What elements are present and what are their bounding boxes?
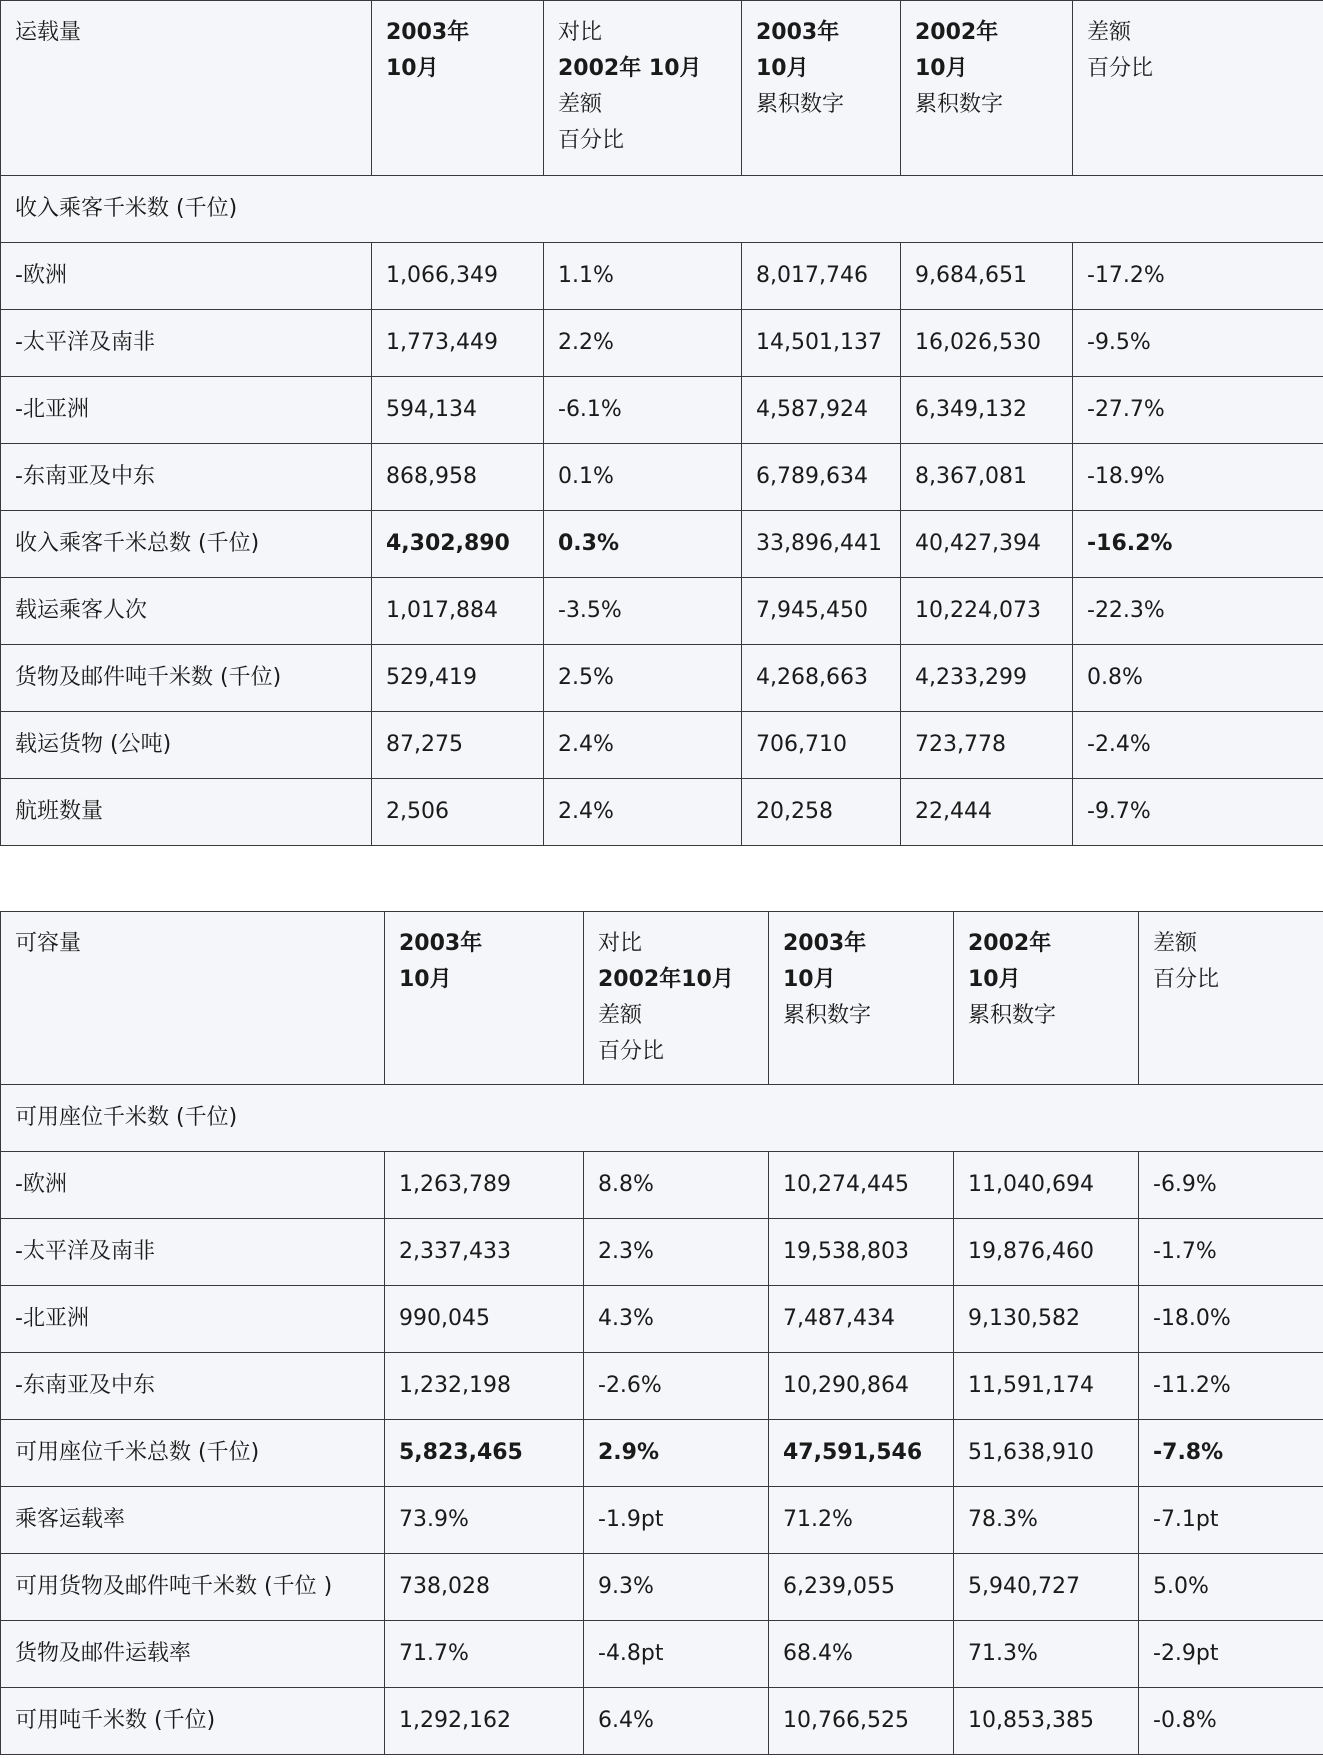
row-label: -欧洲 — [1, 1152, 385, 1219]
header-line: 2002年 — [915, 20, 999, 45]
header-cell — [544, 1, 742, 176]
table-cell: 71.3% — [954, 1621, 1139, 1688]
header-cell — [584, 912, 769, 1085]
table-cell: 4,587,924 — [742, 377, 901, 444]
table-cell: 2,506 — [372, 779, 544, 846]
table-row — [1, 712, 1323, 779]
table-cell: 16,026,530 — [901, 310, 1073, 377]
header-cell — [385, 912, 584, 1085]
table-cell: -4.8pt — [584, 1621, 769, 1688]
table-cell: 19,538,803 — [769, 1219, 954, 1286]
table-cell: -2.4% — [1073, 712, 1323, 779]
table-cell: 8.8% — [584, 1152, 769, 1219]
table-cell: 20,258 — [742, 779, 901, 846]
header-cell — [742, 1, 901, 176]
table-cell: 51,638,910 — [954, 1420, 1139, 1487]
table-cell: -27.7% — [1073, 377, 1323, 444]
header-line: 2002年 — [968, 931, 1052, 956]
row-label: 可用货物及邮件吨千米数 (千位 ) — [1, 1554, 385, 1621]
table-cell: 22,444 — [901, 779, 1073, 846]
table-cell: -17.2% — [1073, 243, 1323, 310]
header-line: 对比 — [598, 931, 643, 956]
table-row — [1, 1554, 1323, 1621]
header-line: 差额 — [1153, 931, 1198, 956]
table-row — [1, 1688, 1323, 1755]
header-line: 2003年 — [386, 20, 470, 45]
table-cell: 14,501,137 — [742, 310, 901, 377]
table-cell: 11,040,694 — [954, 1152, 1139, 1219]
table-cell: 4,268,663 — [742, 645, 901, 712]
table-cell: 5,940,727 — [954, 1554, 1139, 1621]
table-cell: 9.3% — [584, 1554, 769, 1621]
table-cell: -1.7% — [1139, 1219, 1323, 1286]
header-line: 对比 — [558, 20, 603, 45]
table-cell: 7,487,434 — [769, 1286, 954, 1353]
section-row — [1, 176, 1323, 243]
traffic-table — [0, 0, 1323, 846]
header-line: 2003年 — [399, 931, 483, 956]
row-label: -太平洋及南非 — [1, 310, 372, 377]
table-cell: 706,710 — [742, 712, 901, 779]
table-cell: 4,233,299 — [901, 645, 1073, 712]
table-cell: -2.6% — [584, 1353, 769, 1420]
table-cell: 2.2% — [544, 310, 742, 377]
header-line: 10月 — [968, 967, 1021, 992]
header-cell — [1073, 1, 1323, 176]
header-line: 差额 — [1087, 20, 1132, 45]
table-row — [1, 1286, 1323, 1353]
table-cell: 1.1% — [544, 243, 742, 310]
row-label: 可用吨千米数 (千位) — [1, 1688, 385, 1755]
table-cell: 8,017,746 — [742, 243, 901, 310]
table-cell: 0.1% — [544, 444, 742, 511]
table-cell: 73.9% — [385, 1487, 584, 1554]
table-cell: 529,419 — [372, 645, 544, 712]
table-cell: 2.4% — [544, 779, 742, 846]
row-label: -北亚洲 — [1, 1286, 385, 1353]
table-cell: 1,292,162 — [385, 1688, 584, 1755]
table-cell: 5.0% — [1139, 1554, 1323, 1621]
row-label: -欧洲 — [1, 243, 372, 310]
table-row — [1, 779, 1323, 846]
table-cell: 8,367,081 — [901, 444, 1073, 511]
table-cell: 1,232,198 — [385, 1353, 584, 1420]
table-cell: 7,945,450 — [742, 578, 901, 645]
table-cell: 2.4% — [544, 712, 742, 779]
header-line: 百分比 — [1153, 967, 1220, 992]
table-cell: 5,823,465 — [385, 1420, 584, 1487]
header-line: 10月 — [756, 56, 809, 81]
table-cell: -22.3% — [1073, 578, 1323, 645]
table-cell: 990,045 — [385, 1286, 584, 1353]
row-label: 载运乘客人次 — [1, 578, 372, 645]
table-cell: -18.0% — [1139, 1286, 1323, 1353]
table-cell: 6,239,055 — [769, 1554, 954, 1621]
table-cell: 2.5% — [544, 645, 742, 712]
header-line: 10月 — [783, 967, 836, 992]
row-label: 收入乘客千米总数 (千位) — [1, 511, 372, 578]
table-cell: 4,302,890 — [372, 511, 544, 578]
table-row — [1, 1487, 1323, 1554]
table-cell: -9.7% — [1073, 779, 1323, 846]
table-cell: 2,337,433 — [385, 1219, 584, 1286]
header-line: 2002年10月 — [598, 967, 734, 992]
table-cell: 0.8% — [1073, 645, 1323, 712]
table-cell: 2.9% — [584, 1420, 769, 1487]
table-cell: -3.5% — [544, 578, 742, 645]
table-cell: 10,224,073 — [901, 578, 1073, 645]
table-cell: 1,017,884 — [372, 578, 544, 645]
table-cell: -6.1% — [544, 377, 742, 444]
row-label: 乘客运载率 — [1, 1487, 385, 1554]
table-cell: 738,028 — [385, 1554, 584, 1621]
header-line: 10月 — [915, 56, 968, 81]
table-cell: 6,349,132 — [901, 377, 1073, 444]
table-row — [1, 1420, 1323, 1487]
table-cell: 6,789,634 — [742, 444, 901, 511]
table-row — [1, 310, 1323, 377]
capacity-table — [0, 911, 1323, 1755]
table-cell: -1.9pt — [584, 1487, 769, 1554]
header-row — [1, 1, 1323, 176]
table-row — [1, 511, 1323, 578]
table-cell: 47,591,546 — [769, 1420, 954, 1487]
header-cell — [1, 1, 372, 176]
header-cell — [769, 912, 954, 1085]
row-label: 货物及邮件吨千米数 (千位) — [1, 645, 372, 712]
table-cell: 33,896,441 — [742, 511, 901, 578]
row-label: 航班数量 — [1, 779, 372, 846]
table-cell: -7.1pt — [1139, 1487, 1323, 1554]
table-cell: -2.9pt — [1139, 1621, 1323, 1688]
table-cell: -16.2% — [1073, 511, 1323, 578]
table-cell: 9,130,582 — [954, 1286, 1139, 1353]
table-cell: -18.9% — [1073, 444, 1323, 511]
table-cell: 87,275 — [372, 712, 544, 779]
row-label: -太平洋及南非 — [1, 1219, 385, 1286]
table-row — [1, 377, 1323, 444]
table-cell: 71.2% — [769, 1487, 954, 1554]
table-row — [1, 1152, 1323, 1219]
table-cell: -6.9% — [1139, 1152, 1323, 1219]
table-cell: -7.8% — [1139, 1420, 1323, 1487]
header-line: 百分比 — [598, 1039, 665, 1064]
row-label: 货物及邮件运载率 — [1, 1621, 385, 1688]
table-cell: 10,853,385 — [954, 1688, 1139, 1755]
header-line: 差额 — [558, 92, 603, 117]
header-line: 累积数字 — [915, 92, 1004, 117]
header-line: 2003年 — [756, 20, 840, 45]
header-row — [1, 912, 1323, 1085]
table-cell: 19,876,460 — [954, 1219, 1139, 1286]
header-line: 百分比 — [558, 128, 625, 153]
table-cell: 1,066,349 — [372, 243, 544, 310]
table-cell: 4.3% — [584, 1286, 769, 1353]
header-cell — [1139, 912, 1323, 1085]
header-line: 2002年 10月 — [558, 56, 702, 81]
table-cell: 40,427,394 — [901, 511, 1073, 578]
section-label: 可用座位千米数 (千位) — [1, 1085, 1323, 1152]
table-cell: 2.3% — [584, 1219, 769, 1286]
table-cell: 68.4% — [769, 1621, 954, 1688]
header-line: 累积数字 — [968, 1003, 1057, 1028]
table-row — [1, 1621, 1323, 1688]
table-cell: -9.5% — [1073, 310, 1323, 377]
header-line: 累积数字 — [783, 1003, 872, 1028]
table-row — [1, 444, 1323, 511]
table-row — [1, 578, 1323, 645]
table-cell: 0.3% — [544, 511, 742, 578]
table-cell: 868,958 — [372, 444, 544, 511]
table-cell: 10,290,864 — [769, 1353, 954, 1420]
header-line: 10月 — [399, 967, 452, 992]
header-cell — [372, 1, 544, 176]
table-cell: 594,134 — [372, 377, 544, 444]
row-label: -东南亚及中东 — [1, 1353, 385, 1420]
header-cell — [954, 912, 1139, 1085]
table-row — [1, 1219, 1323, 1286]
table-cell: 11,591,174 — [954, 1353, 1139, 1420]
table-cell: 10,766,525 — [769, 1688, 954, 1755]
header-cell — [901, 1, 1073, 176]
header-line: 可容量 — [15, 931, 82, 956]
table-cell: 9,684,651 — [901, 243, 1073, 310]
table-cell: -11.2% — [1139, 1353, 1323, 1420]
section-row — [1, 1085, 1323, 1152]
table-row — [1, 243, 1323, 310]
header-line: 运载量 — [15, 20, 82, 45]
row-label: -北亚洲 — [1, 377, 372, 444]
header-line: 差额 — [598, 1003, 643, 1028]
row-label: 载运货物 (公吨) — [1, 712, 372, 779]
table-cell: 78.3% — [954, 1487, 1139, 1554]
table-cell: 6.4% — [584, 1688, 769, 1755]
table-cell: -0.8% — [1139, 1688, 1323, 1755]
row-label: 可用座位千米总数 (千位) — [1, 1420, 385, 1487]
table-row — [1, 1353, 1323, 1420]
section-label: 收入乘客千米数 (千位) — [1, 176, 1323, 243]
header-line: 累积数字 — [756, 92, 845, 117]
header-cell — [1, 912, 385, 1085]
header-line: 百分比 — [1087, 56, 1154, 81]
table-cell: 1,773,449 — [372, 310, 544, 377]
row-label: -东南亚及中东 — [1, 444, 372, 511]
table-cell: 71.7% — [385, 1621, 584, 1688]
table-row — [1, 645, 1323, 712]
header-line: 10月 — [386, 56, 439, 81]
table-cell: 723,778 — [901, 712, 1073, 779]
table-cell: 10,274,445 — [769, 1152, 954, 1219]
header-line: 2003年 — [783, 931, 867, 956]
table-cell: 1,263,789 — [385, 1152, 584, 1219]
